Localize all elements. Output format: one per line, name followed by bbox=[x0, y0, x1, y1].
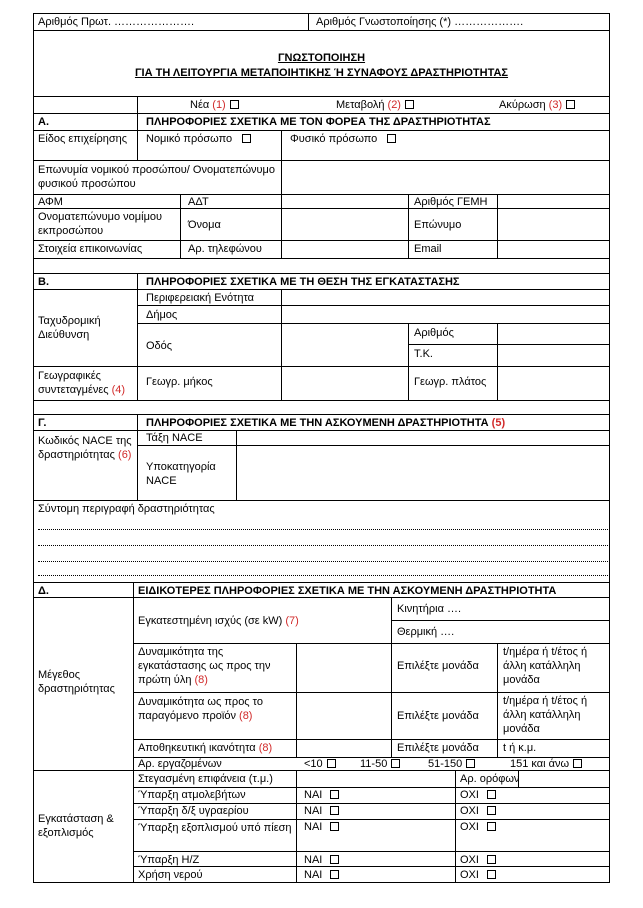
postal-code-label: Τ.Κ. bbox=[414, 348, 433, 360]
steam-boilers-no-checkbox[interactable] bbox=[487, 790, 496, 799]
municipality-label: Δήμος bbox=[146, 309, 178, 321]
installation-label: Εγκατάσταση & εξοπλισμός bbox=[38, 813, 114, 839]
steam-boilers-yes-checkbox[interactable] bbox=[330, 790, 339, 799]
legal-rep-label: Ονοματεπώνυμο νομίμου εκπροσώπου bbox=[38, 211, 163, 237]
protocol-number: Αριθμός Πρωτ. …………………. bbox=[38, 16, 195, 28]
first-name-label: Όνομα bbox=[188, 219, 221, 231]
business-type-label: Είδος επιχείρησης bbox=[38, 133, 128, 145]
covered-area-label: Στεγασμένη επιφάνεια (τ.μ.) bbox=[138, 773, 273, 785]
adt-label: ΑΔΤ bbox=[188, 196, 209, 208]
pressure-yes: ΝΑΙ bbox=[304, 821, 339, 834]
select-unit-1[interactable]: Επιλέξτε μονάδα bbox=[397, 660, 479, 672]
description-line-2[interactable] bbox=[38, 545, 608, 546]
emp-range-4-checkbox[interactable] bbox=[573, 759, 582, 768]
description-line-3[interactable] bbox=[38, 561, 608, 562]
water-use-yes-checkbox[interactable] bbox=[330, 870, 339, 879]
regional-unit-label: Περιφερειακή Ενότητα bbox=[146, 292, 255, 304]
generator-yes: ΝΑΙ bbox=[304, 854, 339, 867]
equipment-steam-boilers: Ύπαρξη ατμολεβήτων bbox=[138, 789, 246, 801]
postal-address-label: Ταχυδρομική Διεύθυνση bbox=[38, 315, 101, 341]
activity-size-label: Μέγεθος δραστηριότητας bbox=[38, 669, 115, 695]
street-label: Οδός bbox=[146, 340, 173, 352]
description-line-1[interactable] bbox=[38, 529, 608, 530]
emp-range-3-checkbox[interactable] bbox=[466, 759, 475, 768]
section-d-letter: Δ. bbox=[38, 585, 49, 597]
unit-options-1: t/ημέρα ή t/έτος ή άλλη κατάλληλη μονάδα bbox=[503, 646, 588, 686]
surname-label: Επώνυμο bbox=[414, 219, 462, 231]
phone-label: Αρ. τηλεφώνου bbox=[188, 243, 262, 255]
nace-class-label: Τάξη NACE bbox=[146, 432, 203, 444]
storage-unit: t ή κ.μ. bbox=[503, 742, 537, 754]
nace-code-label: Κωδικός NACE της δραστηριότητας (6) bbox=[38, 435, 132, 461]
emp-range-2: 11-50 bbox=[360, 758, 400, 771]
capacity-raw-label: Δυναμικότητα της εγκατάστασης ως προς την πρώτη ύλη (8) bbox=[138, 646, 271, 686]
new-checkbox[interactable] bbox=[230, 100, 239, 109]
contact-label: Στοιχεία επικοινωνίας bbox=[38, 243, 143, 255]
emp-range-2-checkbox[interactable] bbox=[391, 759, 400, 768]
storage-label: Αποθηκευτική ικανότητα (8) bbox=[138, 742, 273, 754]
nace-subcategory-label: Υποκατηγορία NACE bbox=[146, 461, 216, 487]
generator-no: ΟΧΙ bbox=[460, 854, 496, 867]
number-label: Αριθμός bbox=[414, 327, 454, 339]
select-unit-2[interactable]: Επιλέξτε μονάδα bbox=[397, 710, 479, 722]
gemi-label: Αριθμός ΓΕΜΗ bbox=[414, 196, 488, 208]
legal-entity-option: Νομικό πρόσωπο bbox=[146, 133, 251, 146]
pressure-no: ΟΧΙ bbox=[460, 821, 496, 834]
cancel-checkbox[interactable] bbox=[566, 100, 575, 109]
form-subtitle: ΓΙΑ ΤΗ ΛΕΙΤΟΥΡΓΙΑ ΜΕΤΑΠΟΙΗΤΙΚΗΣ Ή ΣΥΝΑΦΟΥΣ ΔΡΑΣΤΗΡΙΟΤΗΤΑΣ bbox=[134, 67, 509, 79]
emp-range-3: 51-150 bbox=[428, 758, 475, 771]
afm-label: ΑΦΜ bbox=[38, 196, 63, 208]
equipment-pressure: Ύπαρξη εξοπλισμού υπό πίεση bbox=[138, 822, 292, 834]
section-b-title: ΠΛΗΡΟΦΟΡΙΕΣ ΣΧΕΤΙΚΑ ΜΕ ΤΗ ΘΕΣΗ ΤΗΣ ΕΓΚΑΤΑΣΤΑΣΗΣ bbox=[146, 276, 460, 288]
section-c-letter: Γ. bbox=[38, 417, 47, 429]
pressure-no-checkbox[interactable] bbox=[487, 822, 496, 831]
water-use-no-checkbox[interactable] bbox=[487, 870, 496, 879]
description-line-4[interactable] bbox=[38, 575, 608, 576]
lpg-tank-no-checkbox[interactable] bbox=[487, 806, 496, 815]
notice-new: Νέα (1) bbox=[190, 99, 239, 112]
coordinates-label: Γεωγραφικές συντεταγμένες (4) bbox=[38, 370, 126, 396]
equipment-generator: Ύπαρξη Η/Ζ bbox=[138, 854, 200, 866]
lpg-tank-yes-checkbox[interactable] bbox=[330, 806, 339, 815]
natural-person-option: Φυσικό πρόσωπο bbox=[290, 133, 396, 146]
section-c-title: ΠΛΗΡΟΦΟΡΙΕΣ ΣΧΕΤΙΚΑ ΜΕ ΤΗΝ ΑΣΚΟΥΜΕΝΗ ΔΡΑΣΤΗΡΙΟΤΗΤΑ (5) bbox=[146, 417, 506, 429]
steam-boilers-no: ΟΧΙ bbox=[460, 789, 496, 802]
legal-entity-checkbox[interactable] bbox=[242, 134, 251, 143]
company-name-label: Επωνυμία νομικού προσώπου/ Ονοματεπώνυμο φυσικού προσώπου bbox=[38, 164, 276, 190]
motive-power: Κινητήρια …. bbox=[397, 603, 462, 615]
short-description-label: Σύντομη περιγραφή δραστηριότητας bbox=[38, 503, 215, 515]
email-label: Email bbox=[414, 243, 442, 255]
employees-label: Αρ. εργαζομένων bbox=[138, 758, 222, 770]
notice-change: Μεταβολή (2) bbox=[336, 99, 414, 112]
unit-options-2: t/ημέρα ή t/έτος ή άλλη κατάλληλη μονάδα bbox=[503, 695, 588, 735]
form-title: ΓΝΩΣΤΟΠΟΙΗΣΗ bbox=[277, 52, 366, 64]
installed-power-label: Εγκατεστημένη ισχύς (σε kW) (7) bbox=[138, 615, 299, 627]
section-d-title: ΕΙΔΙΚΟΤΕΡΕΣ ΠΛΗΡΟΦΟΡΙΕΣ ΣΧΕΤΙΚΑ ΜΕ ΤΗΝ ΑΣΚΟΥΜΕΝΗ ΔΡΑΣΤΗΡΙΟΤΗΤΑ bbox=[138, 585, 557, 597]
floors-label: Αρ. ορόφων bbox=[460, 773, 520, 785]
change-checkbox[interactable] bbox=[405, 100, 414, 109]
water-use-yes: ΝΑΙ bbox=[304, 869, 339, 882]
section-a-title: ΠΛΗΡΟΦΟΡΙΕΣ ΣΧΕΤΙΚΑ ΜΕ ΤΟΝ ΦΟΡΕΑ ΤΗΣ ΔΡΑΣΤΗΡΙΟΤΗΤΑΣ bbox=[146, 116, 491, 128]
emp-range-1: <10 bbox=[304, 758, 336, 771]
pressure-yes-checkbox[interactable] bbox=[330, 822, 339, 831]
notice-number: Αριθμός Γνωστοποίησης (*) ………………. bbox=[316, 16, 524, 28]
natural-person-checkbox[interactable] bbox=[387, 134, 396, 143]
capacity-product-label: Δυναμικότητα ως προς το παραγόμενο προϊόν (8) bbox=[138, 696, 263, 722]
lpg-tank-yes: ΝΑΙ bbox=[304, 805, 339, 818]
section-b-letter: Β. bbox=[38, 276, 49, 288]
emp-range-1-checkbox[interactable] bbox=[327, 759, 336, 768]
generator-no-checkbox[interactable] bbox=[487, 855, 496, 864]
select-unit-3[interactable]: Επιλέξτε μονάδα bbox=[397, 742, 479, 754]
thermal-power: Θερμική …. bbox=[397, 626, 455, 638]
equipment-water-use: Χρήση νερού bbox=[138, 869, 203, 881]
steam-boilers-yes: ΝΑΙ bbox=[304, 789, 339, 802]
notice-cancel: Ακύρωση (3) bbox=[499, 99, 575, 112]
lpg-tank-no: ΟΧΙ bbox=[460, 805, 496, 818]
generator-yes-checkbox[interactable] bbox=[330, 855, 339, 864]
emp-range-4: 151 και άνω bbox=[510, 758, 582, 771]
water-use-no: ΟΧΙ bbox=[460, 869, 496, 882]
latitude-label: Γεωγρ. πλάτος bbox=[414, 376, 487, 388]
equipment-lpg-tank: Ύπαρξη δ/ξ υγραερίου bbox=[138, 805, 249, 817]
section-a-letter: Α. bbox=[38, 116, 49, 128]
longitude-label: Γεωγρ. μήκος bbox=[146, 376, 213, 388]
